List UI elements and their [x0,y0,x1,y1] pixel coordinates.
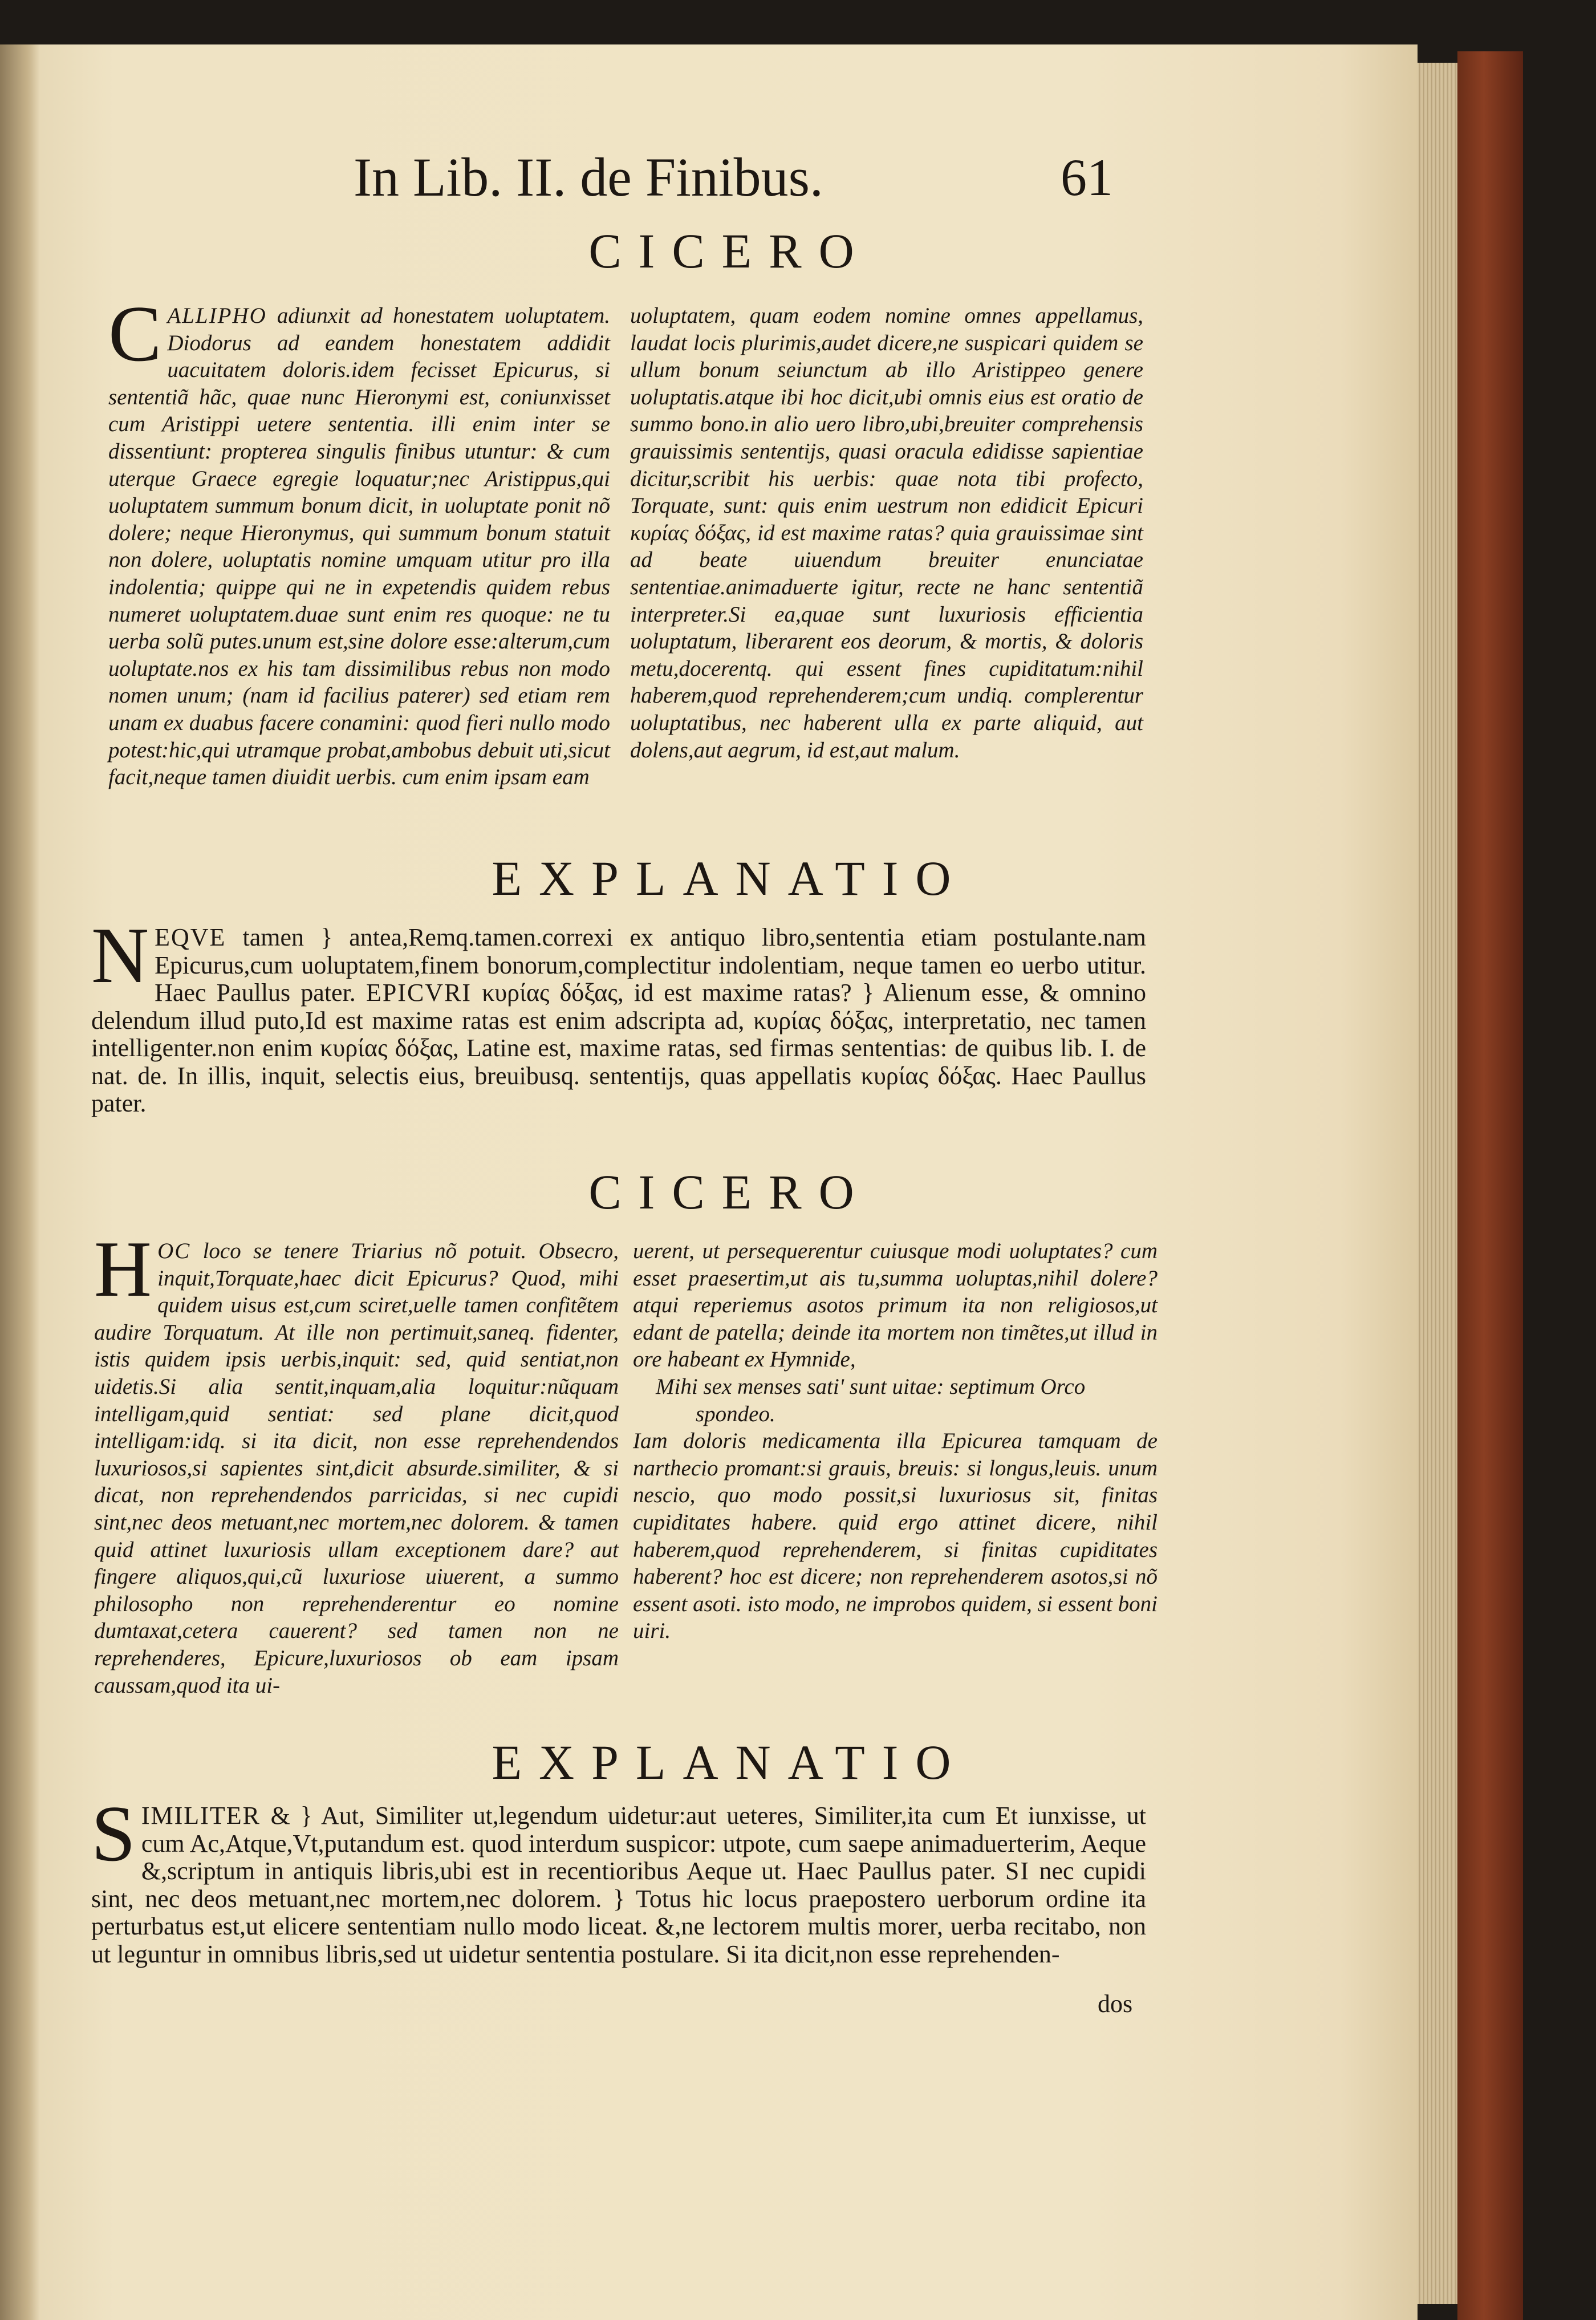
paragraph-text: nec cupidi sint, nec deos metuant,nec mortem,nec dolorem. } Totus hic locus praepostero uerborum ordine ita perturbatus est,ut elicere sententiam nullo modo liceat. &,ne lectorem multis morer, uerba recitabo, non ut leguntur in omnibus libris,sed ut uidetur sententia postulare. Si ita dicit,non esse reprehenden- [91,1857,1146,1968]
explanatio2-paragraph [91,1790,1146,1968]
section2-left-column [94,1225,619,1699]
dropcap: N [91,911,149,1000]
column-text: Iam doloris medicamenta illa Epicurea tamquam de narthecio promant:si grauis, breuis: si longus,leuis. unum nescio, quo modo possit,si luxuriosus sit, finitas cupiditates habere. quid ergo attinet dicere, nihil haberem,quod reprehenderem, si finitas cupiditates haberent? hoc est dicere; non reprehenderem asotos,si nõ essent asoti. isto modo, ne improbos quidem, si essent boni uiri. [633,1429,1158,1644]
column-text: adiunxit ad honestatem uoluptatem. Diodorus ad eandem honestatem addidit uacuitatem doloris.idem fecisset Epicurus, si sententiã hãc, quae nunc Hieronymi est, coniunxisset cum Aristippi uetere sententia. illi enim inter se dissentiunt: propterea singulis finibus utuntur: & cum uterque Graece egregie loquatur;nec Aristippus,qui uoluptatem summum bonum dicit, in uoluptate ponit nõ dolere; neque Hieronymus, qui summum bonum statuit non dolere, uoluptatis nomine umquam utitur pro illa indolentia; quippe qui ne in expetendis quidem rebus numeret uoluptatem.duae sunt enim res quoque: ne tu uerba solũ putes.unum est,sine dolore esse:alterum,cum uoluptate.nos ex his tam dissimilibus rebus non modo nomen unum; (nam id facilius paterer) sed etiam rem unam ex duabus facere conamini: quod fieri nullo modo potest:hic,qui utramque probat,ambobus debuit uti,sicut facit,neque tamen diuidit uerbis. cum enim ipsam eam [108,303,610,790]
verse-line: Mihi sex menses sati' sunt uitae: septimum Orco [656,1374,1086,1399]
first-word: IMILITER [141,1802,261,1830]
paragraph-text: κυρίας δόξας, id est maxime ratas? } Alienum esse, & omnino delendum illud puto,Id est maxime ratas est enim adscripta ad, κυρίας δόξας, interpretatio, nec tamen intelligenter.non enim κυρίας δόξας, Latine est, maxime ratas, sed firmas sententias: de quibus lib. I. de nat. de. In illis, inquit, selectis eius, breuibusq. sententijs, quas appellatis κυρίας δόξας. Haec Paullus pater. [91,979,1146,1117]
section-heading-cicero-1: CICERO [588,224,871,278]
catchword: dos [1098,1990,1133,2018]
page-number: 61 [1061,148,1113,206]
running-title: In Lib. II. de Finibus. [354,147,823,208]
leather-cover-edge [1457,51,1523,2320]
first-word: ALLIPHO [167,303,267,328]
section2-right-column [633,1238,1158,1645]
section1-right-column [630,302,1143,764]
page-edges [1418,63,1457,2304]
explanatio1-paragraph [91,911,1146,1118]
section1-left-column [108,290,610,791]
dropcap: H [94,1225,152,1313]
verse-line: spondeo. [696,1401,775,1426]
first-word: EQVE [155,923,226,951]
column-text: uerent, ut persequerentur cuiusque modi uoluptates? cum esset praesertim,ut ais tu,summa uoluptas,nihil dolere? atqui reperiemus asotos primum ita non religiosos,ut edant de patella; deinde ita mortem non timẽtes,ut illud in ore habeant ex Hymnide, [633,1239,1158,1372]
section-heading-cicero-2: CICERO [588,1165,871,1219]
section-heading-explanatio-1: EXPLANATIO [492,851,968,906]
paragraph-text: & } Aut, Similiter ut,legendum uidetur:aut ueteres, Similiter,ita cum Et iunxisse, ut cum Ac,Atque,Vt,putandum est. quod interdum suspicor: utpote, cum saepe animaduerterim, Aeque &,scriptum in antiquis libris,ubi est in recentioribus Aeque ut. Haec Paullus pater. [141,1802,1146,1885]
lemma-si: SI [1005,1857,1030,1885]
column-text: uoluptatem, quam eodem nomine omnes appellamus, laudat locis plurimis,audet dicere,ne suspicari quidem se ullum bonum seiunctum ab illo Aristippeo genere uoluptatis.atque ibi hoc dicit,ubi omnis eius est oratio de summo bono.in alio uero libro,ubi,breuiter comprehensis grauissimis sententijs, quasi oracula edidisse sapientiae dicitur,scribit his uerbis: quae nota tibi profecto, Torquate, sunt: quis enim uestrum non edidicit Epicuri κυρίας δόξας, id est maxime ratas? quia grauissimae sint ad beate uiuendum breuiter enunciatae sententiae.animaduerte igitur, recte ne hanc sententiã interpreter.Si ea,quae sunt luxuriosis efficientia uoluptatum, liberarent eos deorum, & mortis, & doloris metu,docerentq. qui essent fines cupiditatum:nihil haberem,quod reprehenderem;cum undiq. complerentur uoluptatibus, nec haberent ulla ex parte aliquid, aut dolens,aut aegrum, id est,aut malum. [630,303,1143,762]
page-gutter-shadow [0,44,40,2320]
lemma-epicuri: EPICVRI [366,979,472,1007]
paragraph-text: tamen } antea,Remq.tamen.correxi ex antiquo libro,sententia etiam postulante.nam Epicurus,cum uoluptatem,finem bonorum,complectitur indolentiam, neque tamen eo uerbo utitur. Haec Paullus pater. [155,923,1146,1007]
column-text: loco se tenere Triarius nõ potuit. Obsecro, inquit,Torquate,haec dicit Epicurus? Quod, mihi quidem uisus est,cum sciret,uelle tamen confitẽtem audire Torquatum. At ille non pertimuit,saneq. fidenter, istis quidem ipsis uerbis,inquit: sed, quid sentiat,non uidetis.Si alia sentit,inquam,alia loquitur:nũquam intelligam,quid sentiat: sed plane dicit,quod intelligam:idq. si ita dicit, non esse reprehendendos luxuriosos,si sapientes sint,dicit absurde.similiter, & si dicat, non reprehendendos parricidas, si nec cupidi sint,nec deos metuant,nec mortem,nec dolorem. & tamen quid attinet luxuriosis ullam exceptionem dare? aut fingere aliquos,qui,cũ luxuriose uiuerent, a summo philosopho non reprehenderentur eo nomine dumtaxat,cetera cauerent? sed tamen non ne reprehenderes, Epicure,luxuriosos ob eam ipsam caussam,quod ita ui- [94,1239,619,1698]
dropcap: S [91,1790,136,1878]
section-heading-explanatio-2: EXPLANATIO [492,1735,968,1790]
first-word: OC [157,1239,191,1263]
dropcap: C [108,290,162,378]
